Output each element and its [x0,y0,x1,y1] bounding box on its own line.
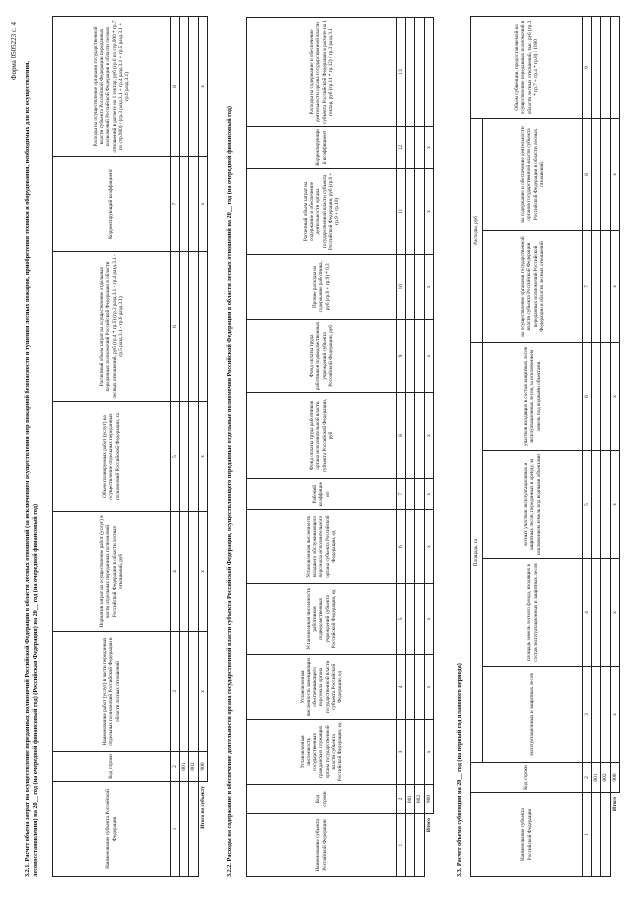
table-row [189,17,198,877]
column-number: 5 [583,451,592,559]
column-number: 7 [583,230,592,342]
header-cell: Установленная численность замещающих обеспечивающего персонала органа государственной власти субъекта Российской Федерации, ед [247,654,397,719]
table-cell [180,632,189,752]
table-row [180,17,189,877]
table-cell [601,559,610,667]
table-cell [592,559,601,667]
x-mark: x [610,559,619,667]
table-cell [406,510,415,583]
table-cell [415,18,424,127]
column-number: 3 [397,719,406,784]
table-cell [180,402,189,512]
column-number: 9 [583,16,592,118]
table-cell [592,451,601,559]
header-cell: Наименование субъекта Российской Федерации [471,793,583,877]
x-mark: x [424,393,433,479]
table-total-row [198,17,207,877]
header-cell: Код строки [471,763,583,793]
table-3-3-header-row [483,16,583,876]
table-cell [424,18,433,127]
table-3-3 [470,16,620,877]
column-number: 6 [397,510,406,583]
x-mark: x [424,168,433,254]
header-cell: на содержание и обеспечение деятельности органов государственной власти субъекта Российской Федерации в области лесных отношений [483,118,583,230]
table-cell [601,667,610,763]
table-cell [592,230,601,342]
column-number: 10 [397,254,406,319]
table-cell [601,451,610,559]
x-mark: x [198,512,207,632]
table-cell [415,814,424,877]
x-mark: x [610,451,619,559]
table-cell [601,342,610,450]
table-cell [592,793,601,877]
table-cell [406,168,415,254]
table-cell [601,16,610,118]
column-number: 2 [397,784,406,813]
header-group-area: Площадь, га [471,342,483,762]
x-mark: x [198,157,207,252]
column-number: 6 [171,252,180,402]
table-cell [180,17,189,157]
header-cell: Корректирующий коэффициент [247,127,397,169]
table-cell [406,814,415,877]
section-3-2-1-title: 3.2.1. Расчет объема затрат на осуществление переданных полномочий Российской Федерации в области лесных отношений (за исключением осуществления мер пожарной безопасности и тушения лесных пожаров, приобретения техники и оборудования, необходимых для их осуществления, лесовосстановления) на 20__ год (на очередной финансовый год) (Российская Федерация) на 20__ год (на очередной финансовый год) [24,61,39,877]
column-number: 8 [171,17,180,157]
header-cell: эксплуатационных и защитных лесов [483,667,583,763]
table-cell [180,782,189,877]
row-code: 001 [406,784,415,813]
header-cell: Объем субвенции, предоставляемой на осуществление переданных полномочий в области лесных отношений, тыс. руб (гр.3 * гр.7 + гр.4 * гр.8) / 1000 [471,16,583,118]
column-number: 3 [171,632,180,752]
table-cell [415,254,424,319]
header-cell: Наименование субъекта Российской Федерации [247,814,397,877]
table-total-row [424,18,433,877]
table-3-3-group-header-row [471,16,483,876]
table-cell [406,719,415,784]
table-cell [189,782,198,877]
column-number: 4 [171,512,180,632]
table-row [592,16,601,876]
table-cell [189,252,198,402]
x-mark: x [424,719,433,784]
table-3-2-1 [52,16,208,877]
row-code: 001 [180,752,189,782]
column-number: 2 [171,752,180,782]
table-cell [180,252,189,402]
table-cell [180,512,189,632]
x-mark: x [424,583,433,654]
x-mark: x [198,17,207,157]
column-number: 4 [583,559,592,667]
column-number: 2 [583,763,592,793]
x-mark: x [610,667,619,763]
table-cell [601,793,610,877]
header-cell: Установленная численность государственных гражданских служащих органа государственной власти субъекта Российской Федерации, ед [247,719,397,784]
row-code: 002 [415,784,424,813]
header-cell: Наименование работ (услуг) в части переданных отдельных полномочий Российской Федерации в области лесных отношений [53,632,171,752]
table-3-2-1-header-row [53,17,171,877]
table-cell [189,402,198,512]
header-cell: на осуществление органами государственной власти субъекта Российской Федерации переданных полномочий Российской Федерации в области лесных отношений [483,230,583,342]
column-number: 6 [583,342,592,450]
table-cell [189,17,198,157]
section-3-3-title: 3.3. Расчет объема субвенции на 20__ год (на первый год планового периода) [456,663,463,877]
table-cell [592,16,601,118]
table-3-3-number-row [583,16,592,876]
table-cell [415,719,424,784]
column-number: 7 [171,157,180,252]
section-3-2-2-title: 3.2.2. Расходы на содержание и обеспечение деятельности органа государственной власти субъекта Российской Федерации, осуществляющего переданные отдельные полномочия Российской Федерации в области лесных отношений на 20__ год (на очередной финансовый год) [226,106,233,877]
x-mark: x [424,319,433,392]
x-mark: x [424,127,433,169]
x-mark: x [610,342,619,450]
table-cell [198,252,207,402]
header-group-expenses: Расходы, руб [471,118,483,342]
header-cell: участков входящих в состав защитных лесов эксплуатационных лесов, за исключением земель под водными объектами [483,342,583,450]
table-cell [415,168,424,254]
table-cell [406,393,415,479]
header-cell: Установленная численность работников подведомственных учреждений субъекта Российской Федерации, ед [247,583,397,654]
x-mark: x [424,654,433,719]
table-cell [415,127,424,169]
table-cell [415,393,424,479]
header-cell: Фонд оплаты труда работников органа исполнительной власти субъекта Российской Федерации, руб [247,393,397,479]
table-3-2-2 [246,17,434,877]
row-code: 001 [592,763,601,793]
column-number: 8 [397,393,406,479]
table-cell [406,18,415,127]
total-code: 900 [610,763,619,793]
table-row [601,16,610,876]
table-cell [415,478,424,509]
total-label: Итого [611,797,618,811]
table-cell [592,118,601,230]
table-cell [180,157,189,252]
table-cell [415,654,424,719]
table-cell [415,510,424,583]
x-mark: x [610,230,619,342]
header-cell: Норматив затрат на осуществление работ (услуг) в части отдельных переданных полномочий Российской Федерации в области лесных отношений, руб [53,512,171,632]
table-cell [592,342,601,450]
table-cell [415,583,424,654]
column-number: 11 [397,168,406,254]
header-cell: Расходы на содержание и обеспечение деятельности органа государственной власти субъекта Российской Федерации в расчете на 1 гектар, руб (гр.11 * гр.12) / гр.3 разд.3.1 [247,18,397,127]
column-number: 7 [397,478,406,509]
column-number: 3 [583,667,592,763]
column-number: 8 [583,118,592,230]
header-cell: Установленная численность младшего обслуживающего персонала исполнительного органа субъекта Российской Федерации, ед [247,510,397,583]
table-cell [601,230,610,342]
header-cell: Рабочий коэффициент [247,478,397,509]
x-mark: x [198,402,207,512]
column-number: 9 [397,319,406,392]
header-cell: Корректирующий коэффициент [53,157,171,252]
column-number: 4 [397,654,406,719]
header-cell: Расходы на осуществление органами государственной власти субъекта Российской Федерации переданных полномочий Российской Федерации в области лесных отношений в расчете на 1 гектар, руб (гр.6 по стр.900 * гр.7 по стр.900) / (гр.3 разд.3.1 + гр.4 разд.3.1 + гр.5 разд.3.1 + гр.6 разд.3.1) [53,17,171,157]
table-cell [189,512,198,632]
table-cell [189,632,198,752]
x-mark: x [424,478,433,509]
table-cell [610,16,619,118]
total-label: Итого [425,818,432,833]
header-cell: Объем планируемых работ (услуг) на осуществление отдельных переданных полномочий Российской Федерации, га [53,402,171,512]
table-cell [406,254,415,319]
table-total-row [610,16,619,876]
table-row [406,18,415,877]
table-cell [406,127,415,169]
table-cell [406,319,415,392]
table-cell [406,478,415,509]
column-number: 12 [397,127,406,169]
row-code: 002 [189,752,198,782]
header-cell: Фонд оплаты труда работников подведомственных учреждений субъекта Российской Федерации, руб [247,319,397,392]
table-3-2-1-number-row [171,17,180,877]
column-number: 5 [171,402,180,512]
total-code: 900 [424,784,433,813]
form-number: Форма 0505223 с. 4 [10,22,18,81]
header-cell: площадь земель лесного фонда, входящих в состав эксплуатационных и защитных лесов [483,559,583,667]
table-cell [189,157,198,252]
table-row [415,18,424,877]
table-cell [415,319,424,392]
header-cell: Расчетный объем затрат на осуществление отдельных переданных полномочий Российской Федерации в области лесных отношений, руб (гр.4 * гр.5) (гр.3 разд.3.1 - гр.4 разд.3.1 - гр.5 разд.3.1 - гр.6 разд.3.1) [53,252,171,402]
table-3-2-2-header-row [247,18,397,877]
header-cell: Расчетный объем затрат на содержание и обеспечение деятельности органа государственной власти субъекта Российской Федерации, руб (гр.8 + гр.9 + гр.10) [247,168,397,254]
total-code: 900 [198,752,207,782]
column-number: 13 [397,18,406,127]
header-cell: Прочие расходы на содержание работника, руб (гр.8 + гр.9) * 0,3 [247,254,397,319]
total-label: Итого по субъекту [199,786,206,829]
x-mark: x [198,632,207,752]
column-number: 1 [171,782,180,877]
x-mark: x [424,510,433,583]
header-cell: Код строки [53,752,171,782]
table-cell [406,654,415,719]
x-mark: x [610,118,619,230]
table-cell [592,667,601,763]
header-cell: Код строки [247,784,397,813]
table-3-2-2-number-row [397,18,406,877]
table-cell [406,583,415,654]
header-cell: лесных участков эксплуатационных и защитных лесов, переданных в аренду, за исключением земель под водными объектами [483,451,583,559]
header-cell: Наименование субъекта Российской Федерации [53,782,171,877]
column-number: 5 [397,583,406,654]
column-number: 1 [583,793,592,877]
x-mark: x [424,254,433,319]
column-number: 1 [397,814,406,877]
table-cell [601,118,610,230]
row-code: 002 [601,763,610,793]
